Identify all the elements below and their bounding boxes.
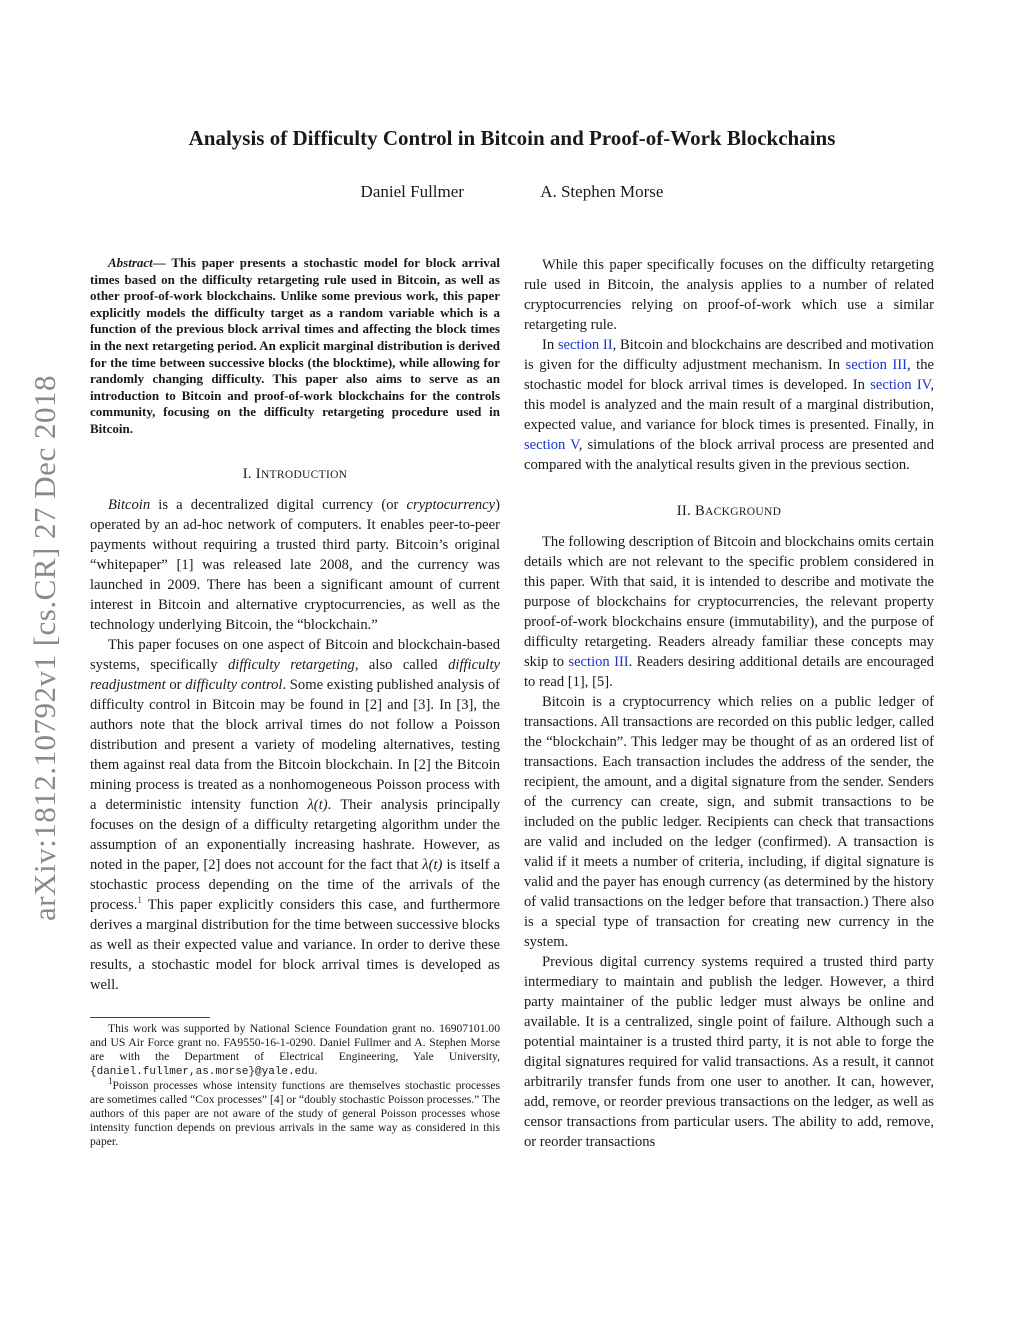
footnote-rule: [90, 1017, 210, 1018]
math-lambda: λ(t): [422, 856, 443, 873]
abstract-text: — This paper presents a stochastic model for block arrival times based on the difficulty retargeting rule used in Bitcoin, as well as other proof-of-work blockchains. Unlike some previous work, this paper explicitly models the difficulty target as a random variable which is a function of the previous block arrival times and affecting the block times in the next retargeting period. An explicit marginal distribution is derived for the time between successive blocks (the blocktime), while allowing for randomly changing difficulty. This paper also aims to serve as an introduction to Bitcoin and proof-of-work blockchains for the controls community, focusing on the difficulty retargeting procedure used in Bitcoin.: [90, 255, 500, 436]
paper-title: Analysis of Difficulty Control in Bitcoin and Proof-of-Work Blockchains: [188, 126, 836, 150]
paragraph: In section II, Bitcoin and blockchains are described and motivation is given for the difficulty adjustment mechanism. In section III, the stochastic model for block arrival times is developed. In section IV, this model is analyzed and the main result of a marginal distribution, expected value, and variance for block times is presented. Finally, in section V, simulations of the block arrival process are presented and compared with the analytical results given in the previous section.: [524, 337, 934, 473]
section-link[interactable]: section IV: [870, 377, 931, 393]
author-name: A. Stephen Morse: [540, 182, 664, 201]
abstract: [90, 255, 500, 438]
section-link[interactable]: section III: [568, 654, 629, 670]
arxiv-identifier: arXiv:1812.10792v1 [cs.CR] 27 Dec 2018: [27, 375, 62, 921]
paragraph: Previous digital currency systems required a trusted third party intermediary to maintain and publish the ledger. However, a third party maintainer of the public ledger must always be online and available. It is a centralized, single point of failure. Although such a potential maintainer is a trusted third party, it is not able to forge the digital signatures required for valid transactions. As a result, it cannot arbitrarily transfer funds from one user to another. It can, however, add, remove, or reorder previous transactions on the ledger, as well as censor transactions from particular users. The ability to add, remove, or reorder transactions: [524, 954, 934, 1150]
paragraph: Bitcoin is a decentralized digital currency (or cryptocurrency) operated by an ad-hoc network of computers. It enables peer-to-peer payments without requiring a trusted third party. Bitcoin’s original “whitepaper” [1] was released late 2008, and the currency was launched in 2009. There has been a significant amount of current interest in Bitcoin and alternative cryptocurrencies, as well as the technology underlying Bitcoin, the “blockchain.”: [90, 496, 500, 633]
email: {daniel.fullmer,as.morse}@yale.edu: [90, 1065, 315, 1078]
math-lambda: λ(t): [307, 796, 328, 813]
footnote-1: $^1$Poisson processes whose intensity functions are themselves stochastic processes are sometimes called “Cox processes” [4] or “doubly stochastic Poisson processes.” The authors of this paper are not aware of the study of general Poisson processes whose intensity function depends on previous arrivals in the same way as considered in this paper.: [90, 1075, 500, 1148]
author-name: Daniel Fullmer: [360, 182, 464, 201]
section-link[interactable]: section V: [524, 437, 579, 453]
abstract-label: Abstract: [108, 255, 153, 270]
section-link[interactable]: section II: [557, 337, 613, 353]
right-column: [524, 255, 934, 1152]
paragraph: This paper focuses on one aspect of Bitcoin and blockchain-based systems, specifically difficulty retargeting, also called difficulty readjustment or difficulty control. Some existing published analysis of difficulty control in Bitcoin may be found in [2] and [3]. In [3], the authors note that the block arrival times do not follow a Poisson distribution and present a variety of modeling alternatives, testing them against real data from the Bitcoin blockchain. In [2] the Bitcoin mining process is treated as a nonhomogeneous Poisson process with a deterministic intensity function λ(t). Their analysis principally focuses on the design of a difficulty retargeting algorithm under the assumption of an exponentially increasing hashrate. However, as noted in the paper, [2] does not account for the fact that λ(t) is itself a stochastic process depending on the time of the arrivals of the process.$^1$ This paper explicitly considers this case, and furthermore derives a marginal distribution for the time between successive blocks as well as their expected value and variance. In order to derive these results, a stochastic model for block arrival times is developed as well.: [90, 636, 501, 993]
paragraph: Bitcoin is a cryptocurrency which relies on a public ledger of transactions. All transactions are recorded on this public ledger, called the “blockchain”. This ledger may be thought of as an ordered list of transactions. Each transaction includes the address of the sender, the recipient, the amount, and a digital signature from the sender. Senders of the currency can create, sign, and submit transactions to be included on the public ledger. Recipients can check that transactions are valid and included on the ledger (confirmed). A transaction is valid if it meets a number of criteria, including, if digital signature is valid and the payer has enough currency (as determined by the history of valid transactions on the ledger before that transaction.) There also is a special type of transaction for creating new currency in the system.: [524, 694, 934, 950]
section-link[interactable]: section III: [845, 357, 907, 373]
left-column: [90, 255, 500, 1149]
author-list: [0, 182, 1024, 202]
paragraph: The following description of Bitcoin and blockchains omits certain details which are not relevant to the specific problem considered in this paper. With that said, it is intended to describe and motivate the purpose of blockchains for cryptocurrencies, the relevant property proof-of-work blockchains ensure (immutability), and the purpose of difficulty retargeting. Readers already familiar these concepts may skip to section III. Readers desiring additional details are encouraged to read [1], [5].: [524, 534, 934, 690]
footnote-ref[interactable]: 1: [137, 894, 142, 905]
footnote-support: This work was supported by National Science Foundation grant no. 16907101.00 and US Air Force grant no. FA9550-16-1-0290. Daniel Fullmer and A. Stephen Morse are with the Department of Electrical Engineering, Yale University, {daniel.fullmer,as.morse}@yale.edu.: [90, 1021, 500, 1078]
paragraph: While this paper specifically focuses on the difficulty retargeting rule used in Bitcoin, the analysis applies to a number of related cryptocurrencies relying on proof-of-work which use a similar retargeting rule.: [524, 257, 934, 333]
section-heading-introduction: I. INTRODUCTION: [242, 465, 348, 482]
section-heading-background: II. BACKGROUND: [676, 503, 782, 519]
